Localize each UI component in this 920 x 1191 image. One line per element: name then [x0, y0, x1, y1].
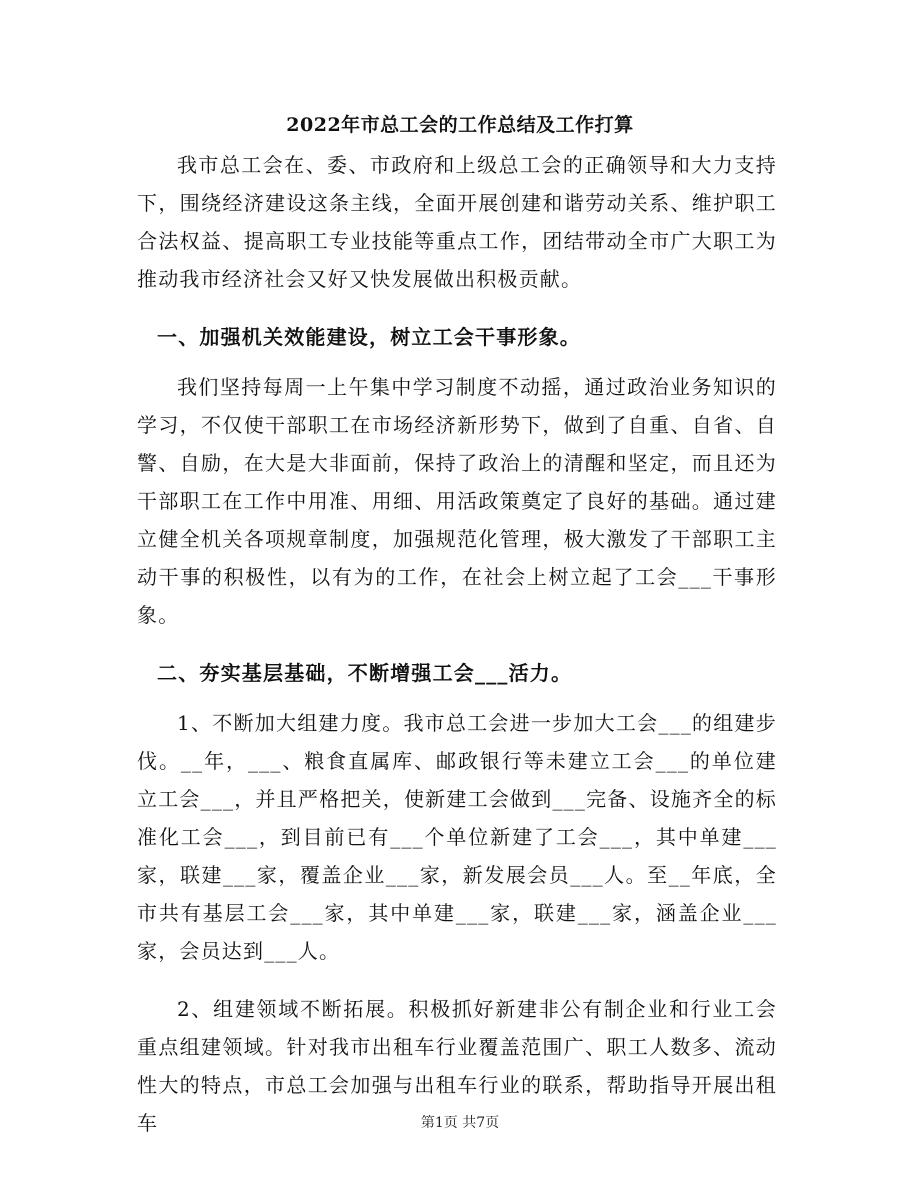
- section-1-heading: 一、加强机关效能建设，树立工会干事形象。: [157, 325, 581, 349]
- section-2-paragraph-2: 2、组建领域不断拓展。积极抓好新建非公有制企业和行业工会重点组建领域。针对我市出租车行业覆盖范围广、职工人数多、流动性大的特点，市总工会加强与出租车行业的联系，帮助指导开展出租车: [137, 997, 777, 1135]
- intro-paragraph: 我市总工会在、委、市政府和上级总工会的正确领导和大力支持下，围绕经济建设这条主线，全面开展创建和谐劳动关系、维护职工合法权益、提高职工专业技能等重点工作，团结带动全市广大职工为推动我市经济社会又好又快发展做出积极贡献。: [137, 153, 777, 291]
- document-title: 2022年市总工会的工作总结及工作打算: [286, 114, 634, 136]
- section-2-heading: 二、夯实基层基础，不断增强工会___活力。: [157, 661, 573, 685]
- section-1-paragraph: 我们坚持每周一上午集中学习制度不动摇，通过政治业务知识的学习，不仅使干部职工在市场经济新形势下，做到了自重、自省、自警、自励，在大是大非面前，保持了政治上的清醒和坚定，而且还为干部职工在工作中用准、用细、用活政策奠定了良好的基础。通过建立健全机关各项规章制度，加强规范化管理，极大激发了干部职工主动干事的积极性，以有为的工作，在社会上树立起了工会___干事形象。: [137, 375, 777, 627]
- document-body: [137, 146, 777, 1162]
- page-number-footer: 第1页 共7页: [420, 1115, 500, 1131]
- section-2-paragraph-1: 1、不断加大组建力度。我市总工会进一步加大工会___的组建步伐。__年，___、粮食直属库、邮政银行等未建立工会___的单位建立工会___，并且严格把关，使新建工会做到___完备、设施齐全的标准化工会___，到目前已有___个单位新建了工会___，其中单建___家，联建___家，覆盖企业___家，新发展会员___人。至__年底，全市共有基层工会___家，其中单建___家，联建___家，涵盖企业___家，会员达到___人。: [137, 711, 777, 963]
